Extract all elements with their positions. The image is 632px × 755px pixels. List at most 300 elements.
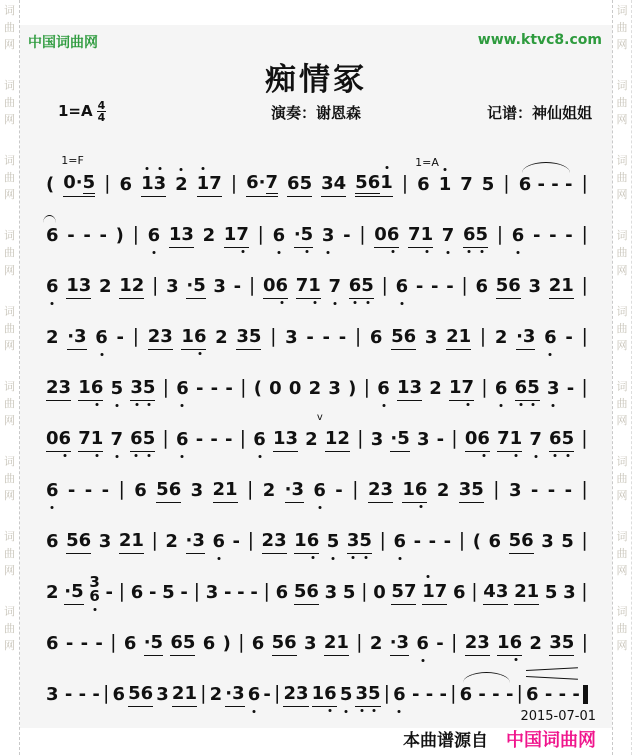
margin-watermark-char: 词 <box>4 454 15 468</box>
note-char: - <box>431 276 439 297</box>
note-char: 3 <box>89 573 100 591</box>
note-token <box>156 684 169 707</box>
note-token <box>134 480 147 503</box>
barline: | <box>263 580 270 602</box>
note-char: 6 <box>509 632 523 653</box>
note-token <box>287 173 312 197</box>
note-char: 6 <box>78 530 92 551</box>
note-char: 1 <box>272 428 286 449</box>
note-token <box>497 632 522 656</box>
note-char: 3 <box>346 530 360 551</box>
note-token <box>561 531 574 554</box>
note-char: 6 <box>130 428 143 449</box>
note-token <box>370 633 383 656</box>
note-token <box>289 378 302 401</box>
note-token <box>272 632 297 656</box>
margin-watermark-char: 网 <box>4 188 15 202</box>
note-token <box>422 581 447 605</box>
note-char: - <box>92 684 100 705</box>
note-char: 2 <box>283 683 296 704</box>
note-char: 6 <box>168 479 182 500</box>
note-token <box>176 429 189 452</box>
note-char: 6 <box>511 225 525 246</box>
note-char: 5 <box>156 479 169 500</box>
margin-watermark-char: 词 <box>616 79 628 93</box>
note-char: 6 <box>46 531 59 552</box>
note-char: 1 <box>449 377 462 398</box>
note-char: 3 <box>58 377 72 398</box>
note-token <box>172 683 197 707</box>
note-token <box>416 276 423 299</box>
note-char: 2 <box>323 632 337 653</box>
barline: | <box>118 478 125 500</box>
barline: | <box>496 223 504 245</box>
note-char: 7 <box>78 428 91 449</box>
note-char: 5 <box>66 530 79 551</box>
note-char: 1 <box>181 326 194 347</box>
note-char: - <box>415 276 424 297</box>
note-char: · <box>143 632 151 653</box>
song-title: 痴情冢 <box>265 62 367 98</box>
note-char: - <box>564 480 573 501</box>
note-token <box>273 225 286 248</box>
note-char: 6 <box>46 633 59 654</box>
note-char: 1 <box>324 428 338 449</box>
note-char: 6 <box>395 276 409 297</box>
note-token <box>225 683 244 707</box>
note-token <box>89 573 100 605</box>
note-char: - <box>565 174 573 195</box>
note-char: - <box>566 378 575 399</box>
note-token <box>526 684 580 707</box>
barline: | <box>162 427 169 449</box>
note-token <box>196 429 203 452</box>
note-char: 3 <box>205 582 219 603</box>
note-char: ) <box>222 633 231 654</box>
note-token <box>514 581 539 605</box>
note-char: ( <box>253 378 262 399</box>
note-char: 3 <box>303 633 317 654</box>
note-char: 3 <box>232 683 245 704</box>
note-token <box>347 530 372 554</box>
note-token <box>223 633 231 656</box>
note-token <box>273 428 298 452</box>
note-token <box>196 378 203 401</box>
note-char: 5 <box>339 684 353 705</box>
source-label: 本曲谱源自 <box>403 731 488 751</box>
margin-watermark-char: 网 <box>4 639 15 653</box>
note-token <box>67 225 74 248</box>
barline: | <box>581 427 588 449</box>
note-token <box>444 531 451 554</box>
note-token <box>453 582 466 605</box>
note-char: 2 <box>529 633 542 654</box>
note-token <box>355 172 393 197</box>
note-char: 2 <box>446 326 459 347</box>
note-token <box>66 275 91 299</box>
note-char: 6 <box>176 378 189 399</box>
note-char: 3 <box>528 276 542 297</box>
note-token <box>148 225 161 248</box>
note-char: - <box>565 225 573 246</box>
note-token <box>61 154 96 197</box>
note-token <box>46 684 100 707</box>
barline: | <box>581 478 588 500</box>
note-char: 3 <box>495 581 509 602</box>
note-token <box>213 479 238 503</box>
note-char: - <box>443 531 452 552</box>
margin-watermark-char: 网 <box>616 38 628 52</box>
note-char: - <box>547 480 556 501</box>
note-token <box>309 378 322 401</box>
note-char: 3 <box>508 480 522 501</box>
note-char: 2 <box>147 326 161 347</box>
note-char: 5 <box>150 632 164 653</box>
note-token <box>246 172 278 197</box>
note-token <box>549 428 574 452</box>
note-token <box>408 224 433 248</box>
note-char: - <box>530 480 539 501</box>
note-token <box>180 582 187 605</box>
margin-watermark-char: 曲 <box>4 246 15 260</box>
note-char: 2 <box>215 327 228 348</box>
note-char: 7 <box>236 224 249 245</box>
note-char: · <box>390 428 398 449</box>
note-token <box>460 684 514 707</box>
note-char: - <box>338 327 347 348</box>
music-line <box>20 197 612 248</box>
barline: | <box>581 274 588 296</box>
barline: | <box>238 631 245 653</box>
note-token <box>131 582 144 605</box>
note-char: 6 <box>46 480 59 501</box>
note-token <box>414 531 421 554</box>
note-token <box>544 327 557 350</box>
note-char: - <box>335 480 343 501</box>
site-url-link[interactable]: www.ktvc8.com <box>477 32 602 48</box>
note-char: 1 <box>311 683 325 704</box>
note-char: 2 <box>464 632 478 653</box>
note-token <box>567 378 574 401</box>
note-char: 6 <box>393 684 406 705</box>
barline: | <box>102 682 110 704</box>
note-token <box>425 327 438 350</box>
note-char: 6 <box>251 633 265 654</box>
note-char: 0 <box>374 224 387 245</box>
note-token <box>325 582 338 605</box>
note-char: - <box>413 531 422 552</box>
note-token <box>234 276 241 299</box>
header-bar <box>20 25 612 52</box>
note-char: 3 <box>321 173 334 194</box>
note-char: 2 <box>261 530 275 551</box>
note-char: 6 <box>112 684 125 705</box>
note-token <box>335 480 342 503</box>
barline: | <box>132 325 140 347</box>
note-token <box>175 174 188 197</box>
margin-watermark-char: 曲 <box>616 96 628 110</box>
note-char: 1 <box>184 683 197 704</box>
note-token <box>236 326 261 350</box>
note-token <box>128 683 153 707</box>
note-token <box>476 276 489 299</box>
music-line <box>20 299 612 350</box>
note-char: - <box>101 480 110 501</box>
margin-watermark-char: 曲 <box>616 471 628 485</box>
note-char: 2 <box>171 683 185 704</box>
note-token <box>237 582 244 605</box>
note-token <box>262 530 287 554</box>
note-char: 7 <box>434 581 448 602</box>
note-char: 1 <box>396 377 410 398</box>
note-char: 2 <box>514 581 527 602</box>
note-token <box>343 582 356 605</box>
note-token <box>463 224 488 248</box>
note-char: 5 <box>142 377 156 398</box>
note-token <box>473 531 481 554</box>
note-char: 3 <box>213 276 226 297</box>
note-char: 1 <box>422 581 435 602</box>
note-char: 3 <box>541 531 554 552</box>
music-line <box>20 605 612 656</box>
note-char: 3 <box>181 224 194 245</box>
note-char: - <box>65 633 74 654</box>
barline: | <box>581 376 588 398</box>
note-char: 3 <box>380 479 393 500</box>
note-char: - <box>551 174 559 195</box>
note-token <box>488 531 501 554</box>
note-token <box>437 480 450 503</box>
barline: | <box>581 631 588 653</box>
margin-watermark-char: 曲 <box>616 171 628 185</box>
transcriber-credit: 记谱：神仙姐姐 <box>486 104 592 122</box>
barline: | <box>450 631 458 653</box>
note-char: 6 <box>246 172 259 193</box>
margin-watermark-char: 曲 <box>4 96 15 110</box>
note-char: 3 <box>549 632 562 653</box>
note-char: 5 <box>71 581 84 602</box>
note-char: - <box>99 225 107 246</box>
note-char: 2 <box>118 530 132 551</box>
source-line <box>20 726 596 752</box>
note-char: - <box>411 684 420 705</box>
margin-watermark-char: 曲 <box>616 21 628 35</box>
margin-watermark-char: 网 <box>616 188 628 202</box>
note-token <box>565 327 572 350</box>
margin-watermark-char: 曲 <box>4 21 15 35</box>
note-char: 2 <box>165 531 178 552</box>
note-char: 2 <box>46 582 59 603</box>
barline: | <box>354 325 362 347</box>
note-token <box>355 683 380 707</box>
note-token <box>203 633 216 656</box>
note-token <box>110 429 123 452</box>
note-token <box>328 378 341 401</box>
note-char: 6 <box>462 224 476 245</box>
note-char: 2 <box>494 327 508 348</box>
note-char: 5 <box>193 275 206 296</box>
note-token <box>465 428 490 452</box>
note-token <box>148 326 173 350</box>
note-char: 4 <box>333 173 347 194</box>
publish-date: 2015-07-01 <box>520 709 596 724</box>
barline: | <box>516 682 523 704</box>
note-char: 6 <box>95 327 108 348</box>
note-token <box>176 378 189 401</box>
note-char: 7 <box>403 581 417 602</box>
note-char: · <box>186 275 194 296</box>
margin-watermark-char: 网 <box>616 263 628 277</box>
note-token <box>563 582 576 605</box>
note-token <box>509 530 534 554</box>
note-char: 7 <box>461 377 475 398</box>
note-char: 6 <box>488 531 502 552</box>
margin-watermark-char: 曲 <box>616 547 628 561</box>
note-char: 6 <box>175 429 189 450</box>
note-char: 2 <box>46 327 59 348</box>
note-char: 3 <box>416 429 430 450</box>
note-token <box>437 429 444 452</box>
note-char: 6 <box>369 327 383 348</box>
note-char: 5 <box>471 479 484 500</box>
note-char: - <box>537 174 545 195</box>
note-token <box>339 327 346 350</box>
barline: | <box>458 529 466 551</box>
note-char: 6 <box>170 632 183 653</box>
credits-row <box>20 99 612 130</box>
note-token <box>495 327 508 350</box>
note-char: 3 <box>477 632 490 653</box>
note-token <box>119 275 144 299</box>
note-token <box>66 633 73 656</box>
note-token <box>263 275 288 299</box>
note-char: 3 <box>153 173 167 194</box>
note-char: 6 <box>348 275 362 296</box>
note-char: 6 <box>247 684 261 705</box>
barline: | <box>162 376 169 398</box>
note-token <box>482 174 495 197</box>
barline: | <box>479 325 487 347</box>
note-token <box>78 428 103 452</box>
note-char: 1 <box>168 224 182 245</box>
note-token <box>529 276 542 299</box>
note-char: 3 <box>328 378 341 399</box>
note-token <box>436 633 443 656</box>
barline: | <box>273 682 281 704</box>
note-token <box>169 224 194 248</box>
note-token <box>225 429 232 452</box>
margin-watermark-char: 词 <box>4 4 15 17</box>
barline: | <box>493 478 500 500</box>
note-token <box>390 428 409 452</box>
note-token <box>393 684 447 707</box>
note-char: ( <box>46 174 55 195</box>
note-char: 1 <box>225 479 238 500</box>
note-token <box>144 632 163 656</box>
note-char: - <box>180 582 188 603</box>
note-token <box>162 582 175 605</box>
note-char: 5 <box>110 378 124 399</box>
note-char: 2 <box>305 429 318 450</box>
note-char: - <box>492 684 500 705</box>
note-char: 5 <box>361 275 374 296</box>
note-token <box>349 275 374 299</box>
note-token <box>495 378 508 401</box>
note-char: 6 <box>253 429 266 450</box>
note-char: 2 <box>262 480 276 501</box>
note-char: 7 <box>441 225 455 246</box>
note-char: 5 <box>359 530 372 551</box>
note-char: 6 <box>475 276 489 297</box>
note-token <box>149 582 156 605</box>
note-token <box>545 582 558 605</box>
note-char: 5 <box>300 224 314 245</box>
margin-watermark-char: 曲 <box>616 396 628 410</box>
note-char: 6 <box>306 530 320 551</box>
note-char: 3 <box>370 429 384 450</box>
note-token <box>186 275 205 299</box>
note-char: - <box>446 276 454 297</box>
note-char: 6 <box>147 225 161 246</box>
stack-row <box>89 586 100 605</box>
note-char: 1 <box>90 428 104 449</box>
note-char: 2 <box>308 378 322 399</box>
note-char: 6 <box>414 479 428 500</box>
note-token <box>124 633 137 656</box>
note-token <box>373 582 386 605</box>
margin-watermark-char: 网 <box>616 413 628 427</box>
note-token <box>99 276 112 299</box>
note-char: 2 <box>369 633 383 654</box>
note-char: 0 <box>373 582 386 603</box>
note-char: 0 <box>63 172 76 193</box>
note-char: 0 <box>262 275 276 296</box>
note-char: 5 <box>326 531 340 552</box>
source-site-link[interactable]: 中国词曲网 <box>506 730 596 751</box>
note-token <box>439 174 452 197</box>
note-token <box>547 378 560 401</box>
note-char: 6 <box>477 428 490 449</box>
note-token <box>46 327 59 350</box>
note-char: - <box>425 684 434 705</box>
note-char: - <box>67 225 75 246</box>
note-char: - <box>95 633 103 654</box>
margin-watermark-char: 词 <box>4 529 15 543</box>
note-char: 3 <box>78 275 92 296</box>
margin-watermark-char: 曲 <box>4 321 15 335</box>
note-char: 3 <box>285 428 298 449</box>
note-char: 3 <box>563 582 576 603</box>
note-token <box>191 480 204 503</box>
note-token <box>465 632 490 656</box>
note-char: 5 <box>508 530 522 551</box>
note-token <box>46 582 59 605</box>
barline: | <box>363 376 371 398</box>
note-char: 6 <box>549 428 562 449</box>
barline: | <box>359 223 366 245</box>
music-line <box>20 350 612 401</box>
note-char: - <box>80 633 89 654</box>
note-char: 6 <box>514 377 528 398</box>
key-change-annotation: 1=A <box>415 156 439 169</box>
note-char: 2 <box>175 174 188 195</box>
note-char: - <box>428 531 437 552</box>
note-token <box>377 378 390 401</box>
footer <box>20 707 612 752</box>
note-char: 6 <box>123 633 137 654</box>
note-char: 1 <box>420 224 434 245</box>
note-token <box>250 582 257 605</box>
